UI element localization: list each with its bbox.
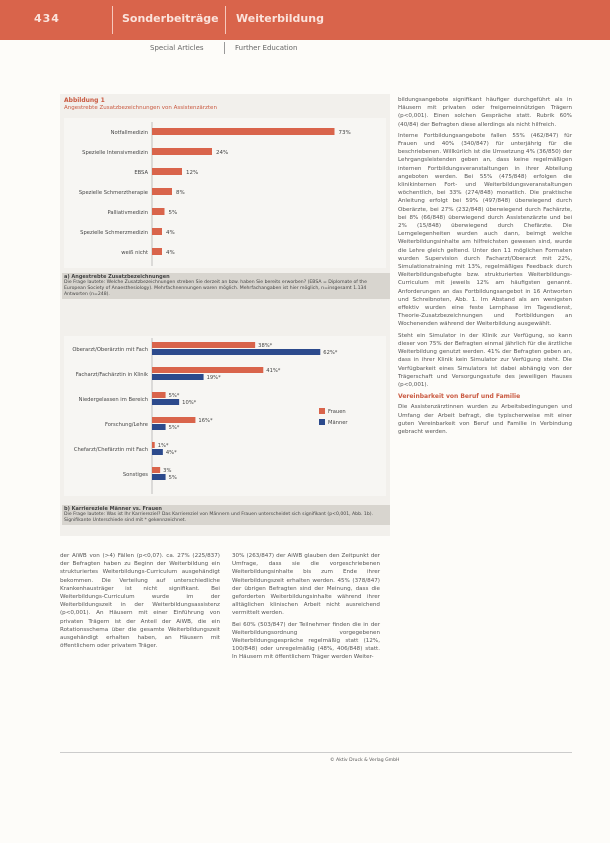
value-label: 16%* (198, 418, 213, 424)
bar (152, 228, 162, 235)
value-label: 5%* (168, 393, 180, 399)
bar (152, 188, 172, 195)
chart-b (64, 336, 386, 496)
bar-männer (152, 399, 179, 405)
figure-title: Abbildung 1 (64, 97, 105, 104)
category-label: weiß nicht (121, 250, 148, 256)
bar-männer (152, 424, 166, 430)
category-label: Notfallmedizin (110, 130, 148, 136)
category-label: Niedergelassen im Bereich (78, 397, 148, 403)
bar (152, 168, 182, 175)
paragraph: Interne Fortbildungsangebote fallen 55% (462/847) für Frauen und 40% (340/847) für unterjährig für die beschriebenen. Willkürlich ist die Umsetzung 4% (36/850) der Lehrgangsleistenden geben an, dass keine regelmäßigen internen Fortbildungsveranstaltungen in ihrer Abteilung angeboten werden. Bei 55% (475/848) erfolgen die klinikinternen Fort- und Weiterbildungsveranstaltungen wöchentlich, bei 33% (274/848) monatlich. Die praktische Anleitung erfolgt bei 59% (497/848) überwiegend durch Oberärzte, bei 27% (232/848) überwiegend durch Fachärzte, bei 8% (66/848) überwiegend durch Assistenzärzte und bei 2% (15/848) überwiegend durch Chefärzte. Die Lerngelegenheiten wurden auch dann, beimgt welche Weiterbildungsinhalte am hilfreichsten gewesen sind, wurde die Lehre gleich geltend. Unter den 11 möglichen Formaten wurden Supervision durch Facharzt/Oberarzt mit 22%, Simulationstraining mit 13%, regelmäßiges Feedback durch Weiterbildungsbefugte bzw. strukturiertes Weiterbildungs-Curriculum mit jeweils 12% am häufigsten genannt. Anforderungen an das Fortbildungsangebot in 16 Antworten und Schreibnoten, Abb. 1. Im Abstand als am wenigsten effektiv wurden eine feste Lernphase im Tagesdienst, Theorie-Zusatzbezeichnungen und Fortbildungen an Wochenenden während der Weiterbildung ausgewählt. (398, 132, 572, 328)
bar-frauen (152, 342, 255, 348)
paragraph: Die Assistenzärztinnen wurden zu Arbeitsbedingungen und Umfang der Arbeit befragt, die typischerweise mit einer guten Vereinbarkeit von Beruf und Familie in Verbindung gebracht werden. (398, 404, 572, 435)
caption-b (62, 505, 390, 525)
legend-label: Frauen (328, 409, 346, 415)
bar (152, 208, 165, 215)
value-label: 5% (168, 475, 177, 481)
bar-frauen (152, 417, 195, 423)
header-divider (225, 6, 226, 34)
bar (152, 148, 212, 155)
value-label: 73% (338, 130, 351, 136)
bar (152, 248, 162, 255)
figure-subtitle: Angestrebte Zusatzbezeichnungen von Assistenzärzten (64, 105, 217, 111)
value-label: 4% (166, 230, 175, 236)
value-label: 4%* (165, 450, 177, 456)
category-label: EBSA (134, 170, 148, 176)
value-label: 38%* (258, 343, 273, 349)
category-label: Chefarzt/Chefärztin mit Fach (73, 447, 148, 453)
subheader-left: Special Articles (150, 44, 204, 52)
paragraph: 30% (263/847) der AiWB glauben den Zeitpunkt der Umfrage, dass sie die vorgeschriebenen Weiterbildungsinhalte bis zum Ende ihrer Weiterbildungszeit erhalten werden. 45% (378/847) der übrigen Befragten sind der Meinung, dass die geforderten Weiterbildungsinhalte während ihrer alltäglichen klinischen Arbeit nicht ausreichend vermittelt werden. (232, 553, 380, 617)
caption-a-text: Die Frage lautete: Welche Zusatzbezeichnungen streben Sie derzeit an bzw. haben Sie bereits erworben? (EBSA = Diplomate of the European Society of Anaesthesiology). Mehrfachnennungen waren möglich. Mehrfachangaben ist hier möglich, n=insgesamt 1.134 Antworten (n=248). (64, 280, 367, 297)
category-label: Palliativmedizin (107, 210, 148, 216)
paragraph: Bei 60% (503/847) der Teilnehmer finden die in der Weiterbildungsordnung vorgegebenen Weiterbildungsgespräche regelmäßig statt (12%, 100/848) oder unregelmäßig (48%, 406/848) statt. In Häusern mit öffentlichem Träger werden Weiter- (232, 621, 380, 661)
bar-frauen (152, 467, 160, 473)
legend-label: Männer (328, 420, 348, 426)
footer-copyright: © Aktiv Druck & Verlag GmbH (330, 758, 400, 763)
paragraph: bildungsangebote signifikant häufiger durchgeführt als in Häusern mit privaten oder freigemeinnützigen Trägern (p<0,001). Einen solchen Gespräche statt. Rubrik 60% (40/84) der Befragten diese allerdings als nicht hilfreich. (398, 97, 572, 128)
subheader-right: Further Education (235, 44, 298, 52)
bar-männer (152, 474, 166, 480)
bar (152, 128, 335, 135)
bar-männer (152, 449, 163, 455)
value-label: 3% (163, 468, 172, 474)
bar-frauen (152, 367, 263, 373)
value-label: 24% (216, 150, 229, 156)
page-number: 434 (34, 12, 60, 25)
paragraph: der AiWB von (>4) Fällen (p<0,07). ca. 27% (225/837) der Befragten haben zu Beginn der Weiterbildung ein strukturiertes Weiterbildungs-Curriculum ausgehändigt bekommen. Die Verteilung auf unterschiedliche Krankenhausträger ist nicht signifikant. Bei Weiterbildungs-Curriculum wurde im der Weiterbildungszeit in der Weiterbildungsassistenz (p<0,001). An Häusern mit einer Einführung von privaten Trägern ist der Anteil der AiWB, die ein Rotationsschema über die gesamte Weiterbildungszeit ausgehändigt erhalten haben, an Häusern mit öffentlichem oder privatem Träger. (60, 553, 220, 650)
value-label: 4% (166, 250, 175, 256)
value-label: 41%* (266, 368, 281, 374)
bar-männer (152, 349, 320, 355)
value-label: 8% (176, 190, 185, 196)
category-label: Forschung/Lehre (104, 422, 148, 428)
category-label: Spezielle Schmerztherapie (78, 190, 148, 196)
value-label: 19%* (206, 375, 221, 381)
left-column (60, 552, 220, 653)
chart-a (64, 118, 386, 268)
value-label: 10%* (182, 400, 197, 406)
section-heading: Vereinbarkeit von Beruf und Familie (398, 393, 521, 401)
bar-frauen (152, 442, 155, 448)
category-label: Spezielle Intensivmedizin (82, 150, 148, 156)
caption-b-text: Die Frage lautete: Was ist Ihr Karriereziel? Das Karriereziel von Männern und Frauen unterscheidet sich signifikant (p<0,001, Abb. 1b). Signifikante Unterschiede sind mit * gekennzeichnet. (64, 512, 374, 523)
legend-swatch (319, 408, 325, 414)
topic-title: Weiterbildung (236, 12, 324, 25)
page-header (0, 0, 610, 40)
category-label: Spezielle Schmerzmedizin (80, 230, 148, 236)
section-title: Sonderbeiträge (122, 12, 219, 25)
category-label: Sonstiges (122, 472, 148, 478)
chart-a-svg (64, 118, 386, 268)
subheader-divider (224, 42, 225, 54)
bar-frauen (152, 392, 166, 398)
value-label: 62%* (323, 350, 338, 356)
legend-swatch (319, 419, 325, 425)
value-label: 5%* (168, 425, 180, 431)
value-label: 1%* (157, 443, 169, 449)
bar-männer (152, 374, 204, 380)
caption-a (62, 273, 390, 299)
middle-column (232, 552, 380, 665)
header-divider (112, 6, 113, 34)
chart-b-svg (64, 336, 386, 496)
caption-b-title: b) Karriereziele Männer vs. Frauen (64, 506, 162, 512)
category-label: Facharzt/Fachärztin in Klinik (75, 372, 148, 378)
value-label: 12% (186, 170, 199, 176)
caption-a-title: a) Angestrebte Zusatzbezeichnungen (64, 274, 170, 280)
paragraph: Steht ein Simulator in der Klinik zur Verfügung, so kann dieser von 75% der Befragten einmal jährlich für die ärztliche Weiterbildung genutzt werden. 41% der Befragten geben an, dass in ihrer Klinik kein Simulator zur Verfügung steht. Die Verfügbarkeit eines Simulators ist dabei abhängig von der Trägerschaft und Versorgungsstufe des jeweiligen Hauses (p<0,001). (398, 332, 572, 388)
footer-divider (60, 752, 572, 753)
category-label: Oberarzt/Oberärztin mit Fach (72, 347, 148, 353)
right-column (398, 96, 572, 439)
value-label: 5% (168, 210, 178, 216)
